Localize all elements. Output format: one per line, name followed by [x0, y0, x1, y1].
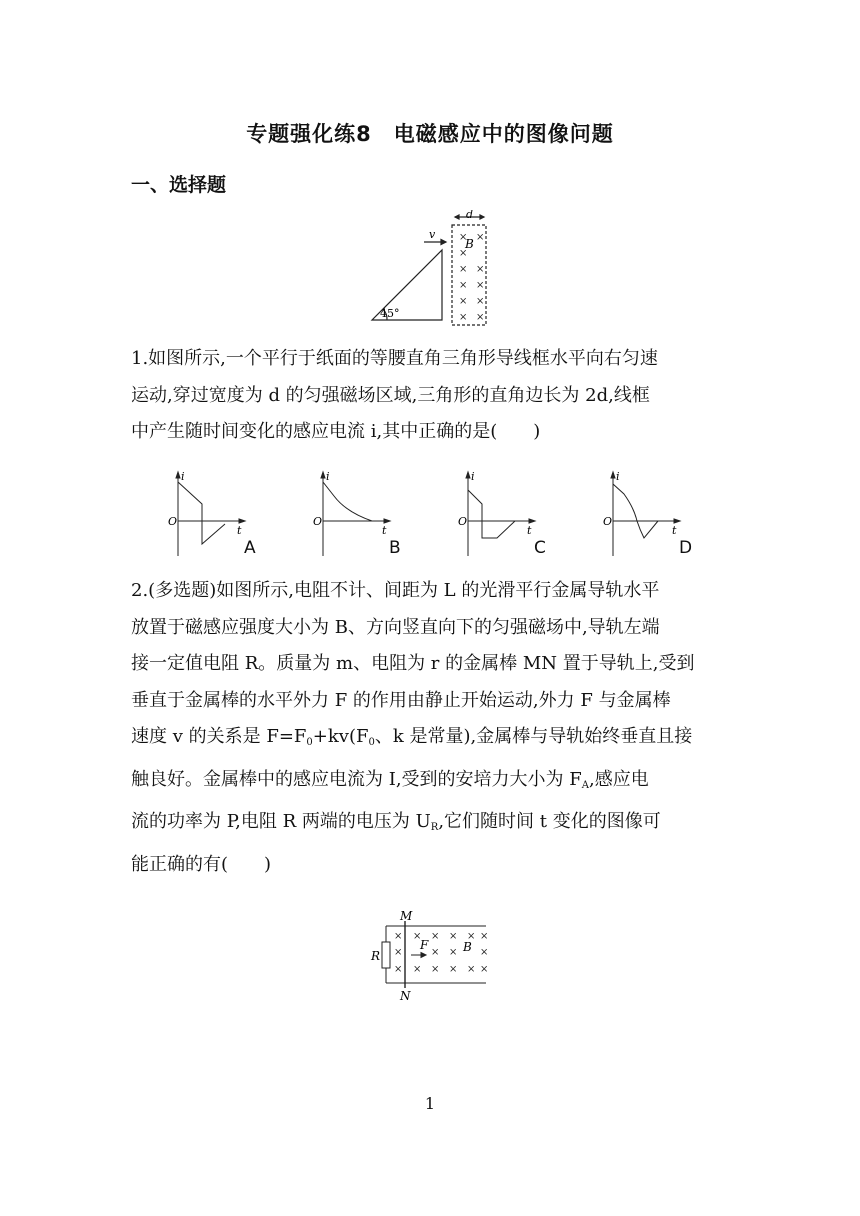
field-cross-icon: × — [480, 964, 489, 975]
q1-figure — [366, 210, 496, 330]
page-number: 1 — [424, 1094, 436, 1113]
page-title: 专题强化练8 电磁感应中的图像问题 — [246, 122, 614, 146]
q2-line-8: 能正确的有( ) — [131, 853, 272, 875]
field-cross-icon: × — [449, 931, 458, 942]
q2-label-m: M — [400, 909, 413, 923]
q1-graph-c-i-label: i — [471, 470, 475, 483]
q1-graph-a — [165, 468, 270, 560]
field-cross-icon: × — [459, 264, 468, 275]
field-cross-icon: × — [394, 931, 403, 942]
q1-line-3: 中产生随时间变化的感应电流 i,其中正确的是( ) — [131, 421, 541, 442]
q2-line-1: 2.(多选题)如图所示,电阻不计、间距为 L 的光滑平行金属导轨水平 — [131, 580, 660, 601]
field-cross-icon: × — [467, 931, 476, 942]
q2-label-r: R — [371, 949, 381, 963]
q2-line-4: 垂直于金属棒的水平外力 F 的作用由静止开始运动,外力 F 与金属棒 — [131, 689, 671, 711]
q2-line-6: 触良好。金属棒中的感应电流为 I,受到的安培力大小为 $F_A$,感应电 — [131, 768, 649, 791]
q1-graph-a-i-label: i — [181, 470, 185, 483]
field-cross-icon: × — [459, 296, 468, 307]
q1-graph-d-t-label: t — [672, 524, 677, 537]
q1-graph-d-i-label: i — [616, 470, 620, 483]
q1-field-label: B — [465, 237, 474, 251]
field-cross-icon: × — [413, 931, 422, 942]
q1-option-b: B — [389, 538, 401, 558]
field-cross-icon: × — [459, 280, 468, 291]
q1-velocity-label: v — [429, 228, 436, 241]
field-cross-icon: × — [431, 931, 440, 942]
field-cross-icon: × — [467, 964, 476, 975]
q2-label-f: F — [420, 938, 429, 952]
q2-line-2: 放置于磁感应强度大小为 B、方向竖直向下的匀强磁场中,导轨左端 — [131, 616, 660, 638]
q1-option-a: A — [244, 538, 256, 558]
q1-graph-c-t-label: t — [527, 524, 532, 537]
q2-line-3: 接一定值电阻 R。质量为 m、电阻为 r 的金属棒 MN 置于导轨上,受到 — [131, 653, 695, 674]
q1-graph-b-t-label: t — [382, 524, 387, 537]
field-cross-icon: × — [394, 947, 403, 958]
q1-angle-label: 45° — [380, 307, 400, 320]
q2-label-b: B — [463, 940, 472, 954]
q2-line-7: 流的功率为 P,电阻 R 两端的电压为 $U_R$,它们随时间 t 变化的图像可 — [131, 811, 661, 833]
q1-graph-d-origin: O — [603, 515, 613, 528]
field-cross-icon: × — [476, 296, 485, 307]
q1-graph-c-origin: O — [458, 515, 468, 528]
field-cross-icon: × — [476, 312, 485, 323]
field-cross-icon: × — [459, 312, 468, 323]
field-cross-icon: × — [459, 248, 468, 259]
field-cross-icon: × — [480, 931, 489, 942]
field-cross-icon: × — [413, 964, 422, 975]
q1-graph-d — [600, 468, 705, 560]
q1-line-1: 1.如图所示,一个平行于纸面的等腰直角三角形导线框水平向右匀速 — [131, 348, 658, 369]
field-cross-icon: × — [476, 280, 485, 291]
field-cross-icon: × — [431, 947, 440, 958]
field-cross-icon: × — [476, 232, 485, 243]
q1-line-2: 运动,穿过宽度为 d 的匀强磁场区域,三角形的直角边长为 2d,线框 — [131, 384, 650, 406]
q1-graph-b-origin: O — [313, 515, 323, 528]
q1-graph-b-i-label: i — [326, 470, 330, 483]
q1-width-label: d — [466, 210, 474, 221]
field-cross-icon: × — [431, 964, 440, 975]
field-cross-icon: × — [480, 947, 489, 958]
field-cross-icon: × — [394, 964, 403, 975]
q1-graph-a-origin: O — [168, 515, 178, 528]
q1-graph-b — [310, 468, 415, 560]
field-cross-icon: × — [459, 232, 468, 243]
q2-figure — [366, 908, 496, 1004]
q1-option-c: C — [534, 538, 546, 558]
q2-label-n: N — [400, 989, 411, 1003]
section-heading: 一、选择题 — [131, 174, 227, 196]
q1-graph-c — [455, 468, 560, 560]
field-cross-icon: × — [449, 964, 458, 975]
q2-line-5: 速度 v 的关系是 $F=F_0+kv(F_0$、k 是常量),金属棒与导轨始终垂直且接 — [131, 726, 693, 748]
q1-option-d: D — [679, 538, 693, 558]
q1-graph-a-t-label: t — [237, 524, 242, 537]
field-cross-icon: × — [476, 264, 485, 275]
field-cross-icon: × — [449, 947, 458, 958]
